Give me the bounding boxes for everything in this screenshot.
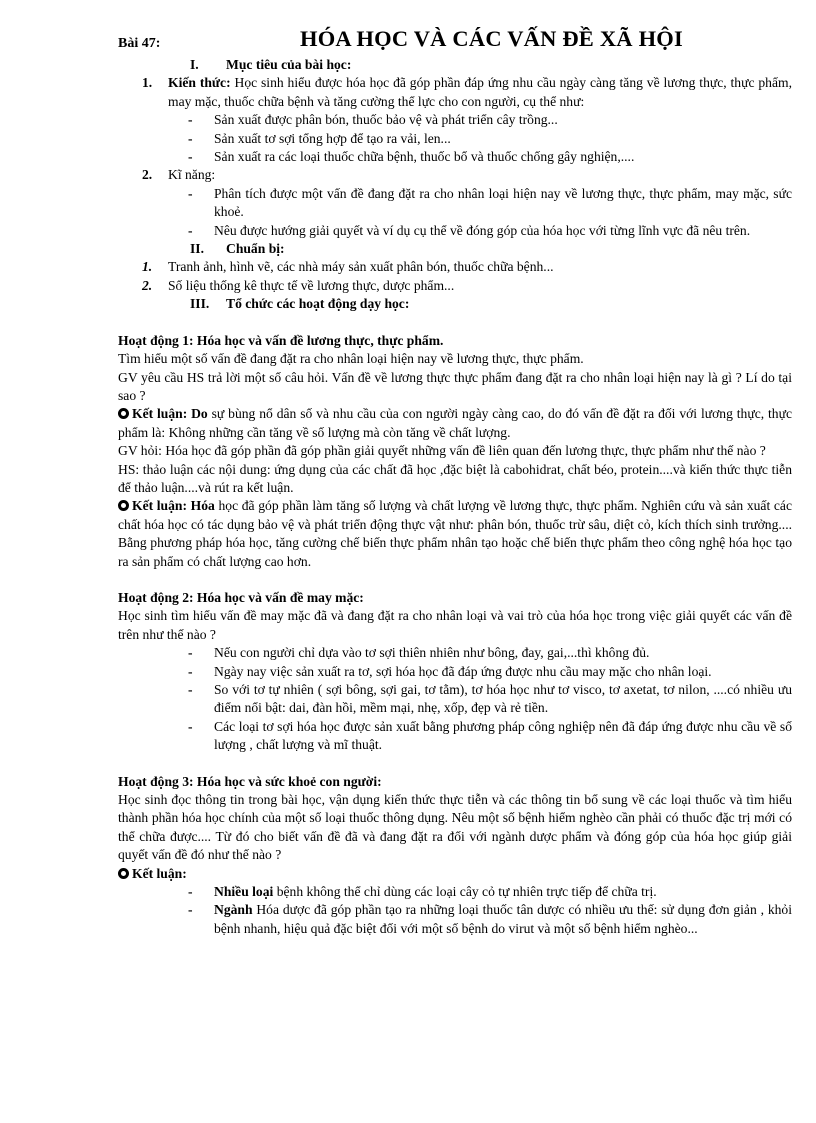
conclusion-heading: Kết luận: [118, 865, 792, 883]
knowledge-label: Kiến thức: [168, 75, 231, 91]
paragraph: GV hỏi: Hóa học đã góp phần đã góp phần giải quyết những vấn đề liên quan đến lương thực, thực phẩm như thế nào ? [118, 443, 766, 459]
list-item: - Sản xuất ra các loại thuốc chữa bệnh, thuốc bổ và thuốc chống gây nghiện,.... [188, 149, 635, 165]
list-item: - Các loại tơ sợi hóa học được sản xuất bằng phương pháp công nghiệp nên đã đáp ứng được nhu cầu về số lượng , chất lượng và mĩ thuật. [188, 718, 792, 753]
bullet-circle-icon [118, 408, 129, 419]
header [118, 25, 798, 55]
list-item: - So với tơ tự nhiên ( sợi bông, sợi gai, tơ tằm), tơ hóa học như tơ visco, tơ axetat, tơ nilon, ....có nhiều ưu điểm nổi bật: dai, đàn hồi, mềm mại, nhẹ, xốp, đẹp và rẻ tiền. [188, 682, 792, 716]
list-item: - Nêu được hướng giải quyết và ví dụ cụ thể về đóng góp của hóa học với từng lĩnh vực đã nêu trên. [188, 222, 751, 238]
activity-2-title: Hoạt động 2: Hóa học và vấn đề may mặc: [118, 589, 364, 605]
paragraph: HS: thảo luận các nội dung: ứng dụng của các chất đã học ,đặc biệt là cabohidrat, chất béo, protein....và kiến thức thực tiễn để thảo luận....và rút ra kết luận. [118, 461, 792, 495]
list-item: - Nhiều loại bệnh không thể chỉ dùng các loại cây cỏ tự nhiên trực tiếp để chữa trị. [188, 884, 657, 900]
page-title: HÓA HỌC VÀ CÁC VẤN ĐỀ XÃ HỘI [300, 26, 683, 51]
conclusion-paragraph: Kết luận: Hóa học đã góp phần làm tăng số lượng và chất lượng về lương thực, thực phẩm. Nghiên cứu và sản xuất các chất hóa học có tác dụng bảo vệ và phát triển động thực vật như: phân bón, thuốc trừ sâu, diệt cỏ, kích thích sinh trưởng.... Bằng phương pháp hóa học, tăng cường chế biến thực phẩm nhân tạo hoặc chế biến thực phẩm theo công nghệ hóa học tạo ra sản phẩm có chất lượng cao hơn. [118, 498, 792, 569]
activity-3-title: Hoạt động 3: Hóa học và sức khoẻ con người: [118, 773, 382, 789]
section-objectives-heading: I. Mục tiêu của bài học: [190, 57, 352, 72]
activity-1-title: Hoạt động 1: Hóa học và vấn đề lương thực, thực phẩm. [118, 332, 444, 348]
paragraph: Học sinh đọc thông tin trong bài học, vận dụng kiến thức thực tiễn và các thông tin bổ sung về các loại thuốc và tìm hiểu thành phần hóa học chính của một số loại thuốc thông dụng. Nêu một số bệnh hiểm nghèo cần phải có thuốc đặc trị mới có thể chữa được.... Từ đó cho biết vấn đề đã và đang đặt ra đối với ngành dược phẩm và đóng góp của hóa học giúp giải quyết vấn đề đó như thế nào ? [118, 792, 792, 863]
list-item: 1. Tranh ảnh, hình vẽ, các nhà máy sản xuất phân bón, thuốc chữa bệnh... [142, 259, 554, 275]
bullet-circle-icon [118, 500, 129, 511]
list-item: - Nếu con người chỉ dựa vào tơ sợi thiên nhiên như bông, đay, gai,...thì không đủ. [188, 645, 650, 661]
list-item: - Ngày nay việc sản xuất ra tơ, sợi hóa học đã đáp ứng được nhu cầu may mặc cho nhân loại. [188, 663, 712, 679]
section-activities-heading: III. Tổ chức các hoạt động dạy học: [190, 296, 410, 312]
objective-knowledge: 1. Kiến thức: Học sinh hiểu được hóa học đã góp phần đáp ứng nhu cầu ngày càng tăng về lương thực, thực phẩm, may mặc, thuốc chữa bệnh và tăng cường thể lực cho con người, cụ thể như: [142, 75, 792, 109]
paragraph: GV yêu cầu HS trả lời một số câu hỏi. Vấn đề về lương thực thực phẩm đang đặt ra cho nhân loại hiện nay là gì ? Lí do tại sao ? [118, 369, 792, 403]
list-item: - Ngành Hóa dược đã góp phần tạo ra những loại thuốc tân dược có nhiều ưu thế: sử dụng đơn giản , khỏi bệnh nhanh, hiệu quả đặc biệt đối với một số bệnh do virut và một số bệnh hiểm nghèo... [188, 902, 792, 936]
list-item: 2. Số liệu thống kê thực tế về lương thực, dược phẩm... [142, 277, 455, 293]
bullet-circle-icon [118, 868, 129, 879]
list-item: - Phân tích được một vấn đề đang đặt ra cho nhân loại hiện nay về lương thực, thực phẩm, may mặc, sức khoẻ. [188, 185, 792, 220]
lesson-number: Bài 47: [118, 36, 161, 51]
paragraph: Tìm hiểu một số vấn đề đang đặt ra cho nhân loại hiện nay về lương thực, thực phẩm. [118, 351, 584, 367]
document-body [118, 56, 792, 938]
list-item: - Sản xuất được phân bón, thuốc bảo vệ và phát triển cây trồng... [188, 112, 558, 128]
conclusion-paragraph: Kết luận: Do sự bùng nổ dân số và nhu cầu của con người ngày càng cao, do đó vấn đề đặt ra đối với lương thực, thực phẩm là: Không những cần tăng về số lượng mà còn tăng về chất lượng. [118, 406, 792, 440]
list-item: - Sản xuất tơ sợi tổng hợp để tạo ra vải, len... [188, 130, 451, 146]
objective-skills: 2. Kĩ năng: [142, 167, 216, 183]
paragraph: Học sinh tìm hiểu vấn đề may mặc đã và đang đặt ra cho nhân loại và vai trò của hóa học trong việc giải quyết các vấn đề trên như thế nào ? [118, 608, 792, 642]
section-preparation-heading: II. Chuẩn bị: [190, 241, 285, 257]
